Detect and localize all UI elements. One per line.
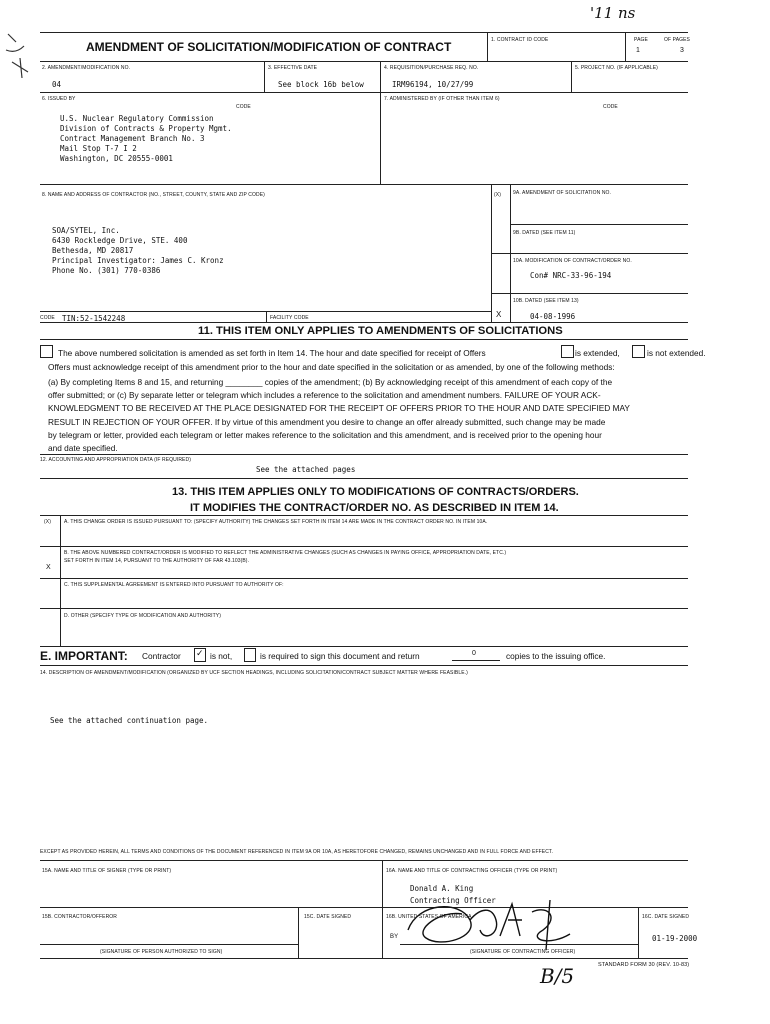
page-value: 1 (636, 47, 640, 54)
contractor-offeror-label: 15B. CONTRACTOR/OFFEROR (42, 914, 117, 920)
item-11-line-1: The above numbered solicitation is amended as set forth in Item 14. The hour and date specified for receipt of Offers (58, 348, 486, 358)
item-11-line-3: (a) By completing Items 8 and 15, and returning ________ copies of the amendment; (b) By acknowledging receipt of this amendment of each copy of the (48, 377, 613, 387)
tin-value: TIN:52-1542248 (62, 314, 126, 323)
signature-officer-label: (SIGNATURE OF CONTRACTING OFFICER) (470, 949, 576, 955)
code-label-8: CODE (40, 315, 55, 321)
item-11-line-5: KNOWLEDGMENT TO BE RECEIVED AT THE PLACE DESIGNATED FOR THE RECEIPT OF OFFERS PRIOR TO THE HOUR AND DATE SPECIFIED MAY (48, 403, 630, 413)
not-extended-checkbox[interactable] (632, 345, 645, 358)
issuing-office-address: U.S. Nuclear Regulatory Commission Division of Contracts & Property Mgmt. Contract Management Branch No. 3 Mail Stop T-7 I 2 Washington, DC 20555-0001 (60, 114, 232, 163)
except-statement: EXCEPT AS PROVIDED HEREIN, ALL TERMS AND CONDITIONS OF THE DOCUMENT REFERENCED IN ITEM 9A OR 10A, AS HERETOFORE CHANGED, REMAINS UNCHANGED AND IN FULL FORCE AND EFFECT. (40, 849, 553, 855)
by-label: BY (390, 934, 399, 940)
copies-value: 0 (472, 650, 476, 657)
officer-name: Donald A. King (410, 884, 474, 893)
of-pages-value: 3 (680, 47, 684, 54)
extended-text: is extended, (575, 348, 620, 358)
requisition-value: IRM96194, 10/27/99 (392, 80, 474, 89)
item-11-line-6: RESULT IN REJECTION OF YOUR OFFER. If by virtue of this amendment you desire to change an offer already submitted, such change may be made (48, 417, 606, 427)
effective-date-value: See block 16b below (278, 80, 364, 89)
x-column-label: (X) (494, 192, 501, 198)
code-label-6: CODE (236, 104, 251, 110)
contractor-address-label: 8. NAME AND ADDRESS OF CONTRACTOR (NO., STREET, COUNTY, STATE AND ZIP CODE) (42, 192, 265, 198)
is-required-text: is required to sign this document and return (260, 651, 420, 661)
form-top-border (40, 32, 688, 33)
item-13-x-column: (X) (44, 519, 51, 525)
effective-date-label: 3. EFFECTIVE DATE (268, 65, 318, 71)
standard-form-label: STANDARD FORM 30 (REV. 10-83) (598, 962, 690, 968)
dated-10b-label: 10B. DATED (SEE ITEM 13) (513, 298, 579, 304)
code-label-7: CODE (603, 104, 618, 110)
not-extended-text: is not extended. (647, 348, 706, 358)
item-13-d-text: D. OTHER (SPECIFY TYPE OF MODIFICATION AND AUTHORITY) (64, 613, 221, 619)
item-13-c-text: C. THIS SUPPLEMENTAL AGREEMENT IS ENTERED INTO PURSUANT TO AUTHORITY OF: (64, 582, 284, 588)
important-contractor: Contractor (142, 651, 181, 661)
signature-person-label: (SIGNATURE OF PERSON AUTHORIZED TO SIGN) (100, 949, 223, 955)
is-not-checkmark: ✓ (196, 648, 204, 658)
x-mark-10: X (496, 310, 502, 319)
amendment-no-value: 04 (52, 80, 62, 89)
item-11-line-8: and date specified. (48, 443, 118, 453)
handwritten-note: '11 ns (590, 4, 636, 22)
page-mark: B/5 (540, 964, 575, 988)
requisition-label: 4. REQUISITION/PURCHASE REQ. NO. (384, 65, 479, 71)
item-13-b-text-1: B. THE ABOVE NUMBERED CONTRACT/ORDER IS MODIFIED TO REFLECT THE ADMINISTRATIVE CHANGES (SUCH AS CHANGES IN PAYING OFFICE, APPROPRIATION DATE, ETC.) (64, 550, 507, 556)
date-signed-15c-label: 15C. DATE SIGNED (304, 914, 352, 920)
administered-by-label: 7. ADMINISTERED BY (IF OTHER THAN ITEM 6) (384, 96, 500, 102)
margin-scribble (2, 28, 36, 92)
dated-9b-label: 9B. DATED (SEE ITEM 11) (513, 230, 576, 236)
amendment-of-solicitation-label: 9A. AMENDMENT OF SOLICITATION NO. (513, 190, 612, 196)
officer-title: Contracting Officer (410, 896, 496, 905)
item-11-checkbox[interactable] (40, 345, 53, 358)
dated-10b-value: 04-08-1996 (530, 312, 576, 321)
item-13-a-text: A. THIS CHANGE ORDER IS ISSUED PURSUANT TO: (SPECIFY AUTHORITY) THE CHANGES SET FORTH IN ITEM 14 ARE MADE IN THE CONTRACT ORDER NO. IN ITEM 10A. (64, 519, 488, 525)
issued-by-label: 6. ISSUED BY (42, 96, 76, 102)
date-signed-16c-value: 01-19-2000 (652, 934, 698, 943)
project-no-label: 5. PROJECT NO. (IF APPLICABLE) (575, 65, 658, 71)
date-signed-16c-label: 16C. DATE SIGNED (642, 914, 690, 920)
modification-of-contract-label: 10A. MODIFICATION OF CONTRACT/ORDER NO. (513, 258, 632, 264)
usa-label: 16B. UNITED STATES OF AMERICA (386, 914, 472, 920)
signer-name-label: 15A. NAME AND TITLE OF SIGNER (TYPE OR PRINT) (42, 868, 172, 874)
copies-to-text: copies to the issuing office. (506, 651, 606, 661)
important-label: E. IMPORTANT: (40, 649, 128, 663)
page-label: PAGE (634, 37, 648, 43)
is-not-text: is not, (210, 651, 233, 661)
item-11-line-7: by telegram or letter, provided each telegram or letter makes reference to the solicitation and this amendment, and is received prior to the opening hour (48, 430, 602, 440)
modification-contract-value: Con# NRC-33-96-194 (530, 271, 612, 280)
contractor-address: SOA/SYTEL, Inc. 6430 Rockledge Drive, STE. 400 Bethesda, MD 20817 Principal Investigator: James C. Kronz Phone No. (301) 770-0386 (52, 226, 224, 275)
description-value: See the attached continuation page. (50, 716, 209, 725)
form-title: AMENDMENT OF SOLICITATION/MODIFICATION OF CONTRACT (86, 40, 452, 54)
extended-checkbox[interactable] (561, 345, 574, 358)
item-11-line-4: offer submitted; or (c) By separate letter or telegram which includes a reference to the solicitation and amendment numbers. FAILURE OF YOUR ACK- (48, 390, 601, 400)
item-13-b-text-2: SET FORTH IN ITEM 14, PURSUANT TO THE AUTHORITY OF FAR 43.103(B). (64, 558, 250, 564)
accounting-data-value: See the attached pages (256, 465, 356, 474)
accounting-data-label: 12. ACCOUNTING AND APPROPRIATION DATA (IF REQUIRED) (40, 457, 191, 463)
facility-code-label: FACILITY CODE (270, 315, 309, 321)
contracting-officer-signature (400, 890, 600, 960)
item-13-b-mark: X (46, 564, 51, 571)
contract-id-code-label: 1. CONTRACT ID CODE (491, 37, 549, 43)
of-pages-label: OF PAGES (664, 37, 690, 43)
item-13-heading-2: IT MODIFIES THE CONTRACT/ORDER NO. AS DESCRIBED IN ITEM 14. (190, 502, 559, 514)
amendment-no-label: 2. AMENDMENT/MODIFICATION NO. (42, 65, 131, 71)
contracting-officer-label: 16A. NAME AND TITLE OF CONTRACTING OFFICER (TYPE OR PRINT) (386, 868, 558, 874)
is-required-checkbox[interactable] (244, 648, 256, 662)
item-11-line-2: Offers must acknowledge receipt of this amendment prior to the hour and date specified in the solicitation or as amended, by one of the following methods: (48, 362, 615, 372)
item-13-heading-1: 13. THIS ITEM APPLIES ONLY TO MODIFICATIONS OF CONTRACTS/ORDERS. (172, 486, 579, 498)
description-label: 14. DESCRIPTION OF AMENDMENT/MODIFICATION (ORGANIZED BY UCF SECTION HEADINGS, INCLUDING SOLICITATION/CONTRACT SUBJECT MATTER WHERE FEASIBLE.) (40, 670, 468, 676)
item-11-heading: 11. THIS ITEM ONLY APPLIES TO AMENDMENTS OF SOLICITATIONS (198, 325, 563, 337)
